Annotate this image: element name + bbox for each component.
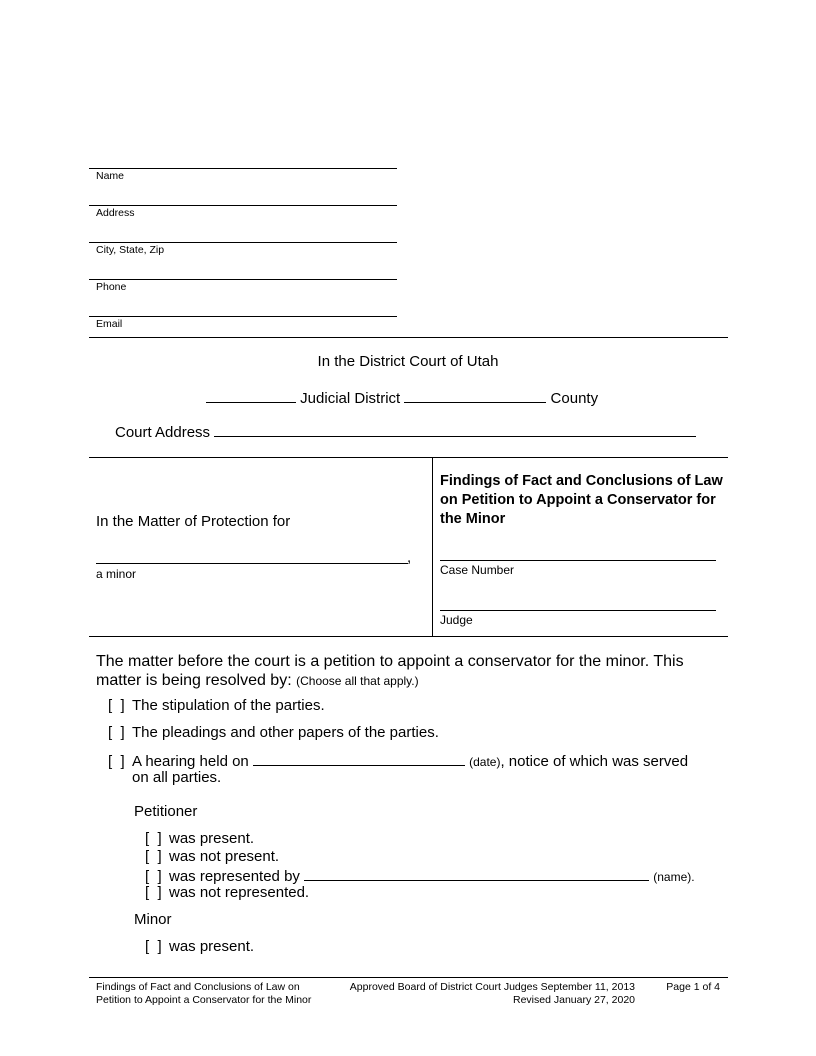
minor-heading: Minor (134, 911, 172, 928)
petitioner-represented (145, 866, 695, 885)
minor-label: a minor (96, 567, 137, 581)
option-hearing-label: A hearing held on (132, 753, 249, 770)
minor-name-comma: , (407, 549, 412, 566)
name-line[interactable] (89, 168, 397, 169)
footer-center-line-2: Revised January 27, 2020 (513, 994, 635, 1006)
footer-center (330, 981, 635, 1007)
checkbox-minor-present[interactable]: [ ] (145, 938, 162, 955)
checkbox-petitioner-present[interactable]: [ ] (145, 830, 162, 847)
court-address-label: Court Address (115, 424, 211, 441)
minor-name-line[interactable] (96, 563, 408, 564)
judicial-district-label: Judicial District (300, 390, 401, 407)
matter-label: In the Matter of Protection for (96, 513, 291, 530)
county-label: County (550, 390, 599, 407)
intro-text: The matter before the court is a petition to appoint a conservator for the minor. This matter is being resolved by: (96, 653, 684, 689)
footer-left (96, 981, 311, 1007)
option-pleadings-label: The pleadings and other papers of the parties. (132, 724, 439, 741)
phone-line[interactable] (89, 279, 397, 280)
page-number: Page 1 of 4 (666, 981, 720, 993)
hearing-date-note: (date) (469, 755, 501, 769)
court-title: In the District Court of Utah (317, 353, 499, 370)
checkbox-hearing[interactable]: [ ] (108, 753, 125, 770)
option-pleadings (108, 724, 439, 741)
intro-paragraph (96, 652, 721, 691)
case-number-label: Case Number (440, 563, 515, 577)
petitioner-heading: Petitioner (134, 803, 198, 820)
judge-label: Judge (440, 613, 473, 627)
checkbox-petitioner-not-present[interactable]: [ ] (145, 848, 162, 865)
minor-present-label: was present. (169, 938, 255, 955)
petitioner-present-label: was present. (169, 830, 255, 847)
name-label: Name (96, 170, 125, 182)
footer-left-line-1: Findings of Fact and Conclusions of Law on (96, 981, 300, 993)
minor-present (145, 938, 254, 955)
petitioner-represented-label: was represented by (169, 868, 300, 885)
email-line[interactable] (89, 316, 397, 317)
court-address-blank[interactable] (214, 422, 696, 437)
checkbox-petitioner-represented[interactable]: [ ] (145, 868, 162, 885)
representative-name-note: (name). (653, 870, 695, 884)
footer-left-line-2: Petition to Appoint a Conservator for the Minor (96, 994, 312, 1006)
option-stipulation-label: The stipulation of the parties. (132, 697, 325, 714)
intro-note: (Choose all that apply.) (296, 674, 419, 688)
option-hearing (108, 751, 688, 770)
hearing-date-blank[interactable] (253, 751, 465, 766)
judge-line[interactable] (440, 610, 716, 611)
judicial-district-blank[interactable] (206, 388, 296, 403)
checkbox-petitioner-not-represented[interactable]: [ ] (145, 884, 162, 901)
section-divider (89, 337, 728, 338)
option-hearing-label-2: , notice of which was served (500, 753, 689, 770)
petitioner-not-represented (145, 884, 309, 901)
petitioner-not-represented-label: was not represented. (169, 884, 310, 901)
case-number-line[interactable] (440, 560, 716, 561)
footer-divider (89, 977, 728, 978)
city-state-zip-line[interactable] (89, 242, 397, 243)
district-county-line (206, 388, 598, 407)
checkbox-pleadings[interactable]: [ ] (108, 724, 125, 741)
county-blank[interactable] (404, 388, 546, 403)
caption-divider (432, 457, 433, 636)
petitioner-not-present (145, 848, 279, 865)
petitioner-present (145, 830, 254, 847)
footer-center-line-1: Approved Board of District Court Judges September 11, 2013 (349, 981, 635, 993)
city-state-zip-label: City, State, Zip (96, 244, 165, 256)
court-address-line (115, 422, 696, 441)
address-label: Address (96, 207, 135, 219)
option-hearing-label-3: on all parties. (132, 769, 222, 786)
representative-name-blank[interactable] (304, 866, 649, 881)
option-stipulation (108, 697, 325, 714)
address-line[interactable] (89, 205, 397, 206)
phone-label: Phone (96, 281, 127, 293)
email-label: Email (96, 318, 123, 330)
checkbox-stipulation[interactable]: [ ] (108, 697, 125, 714)
caption-bottom-border (89, 636, 728, 637)
petitioner-not-present-label: was not present. (169, 848, 280, 865)
caption-top-border (89, 457, 728, 458)
document-title: Findings of Fact and Conclusions of Law on Petition to Appoint a Conservator for the Minor (440, 473, 723, 527)
